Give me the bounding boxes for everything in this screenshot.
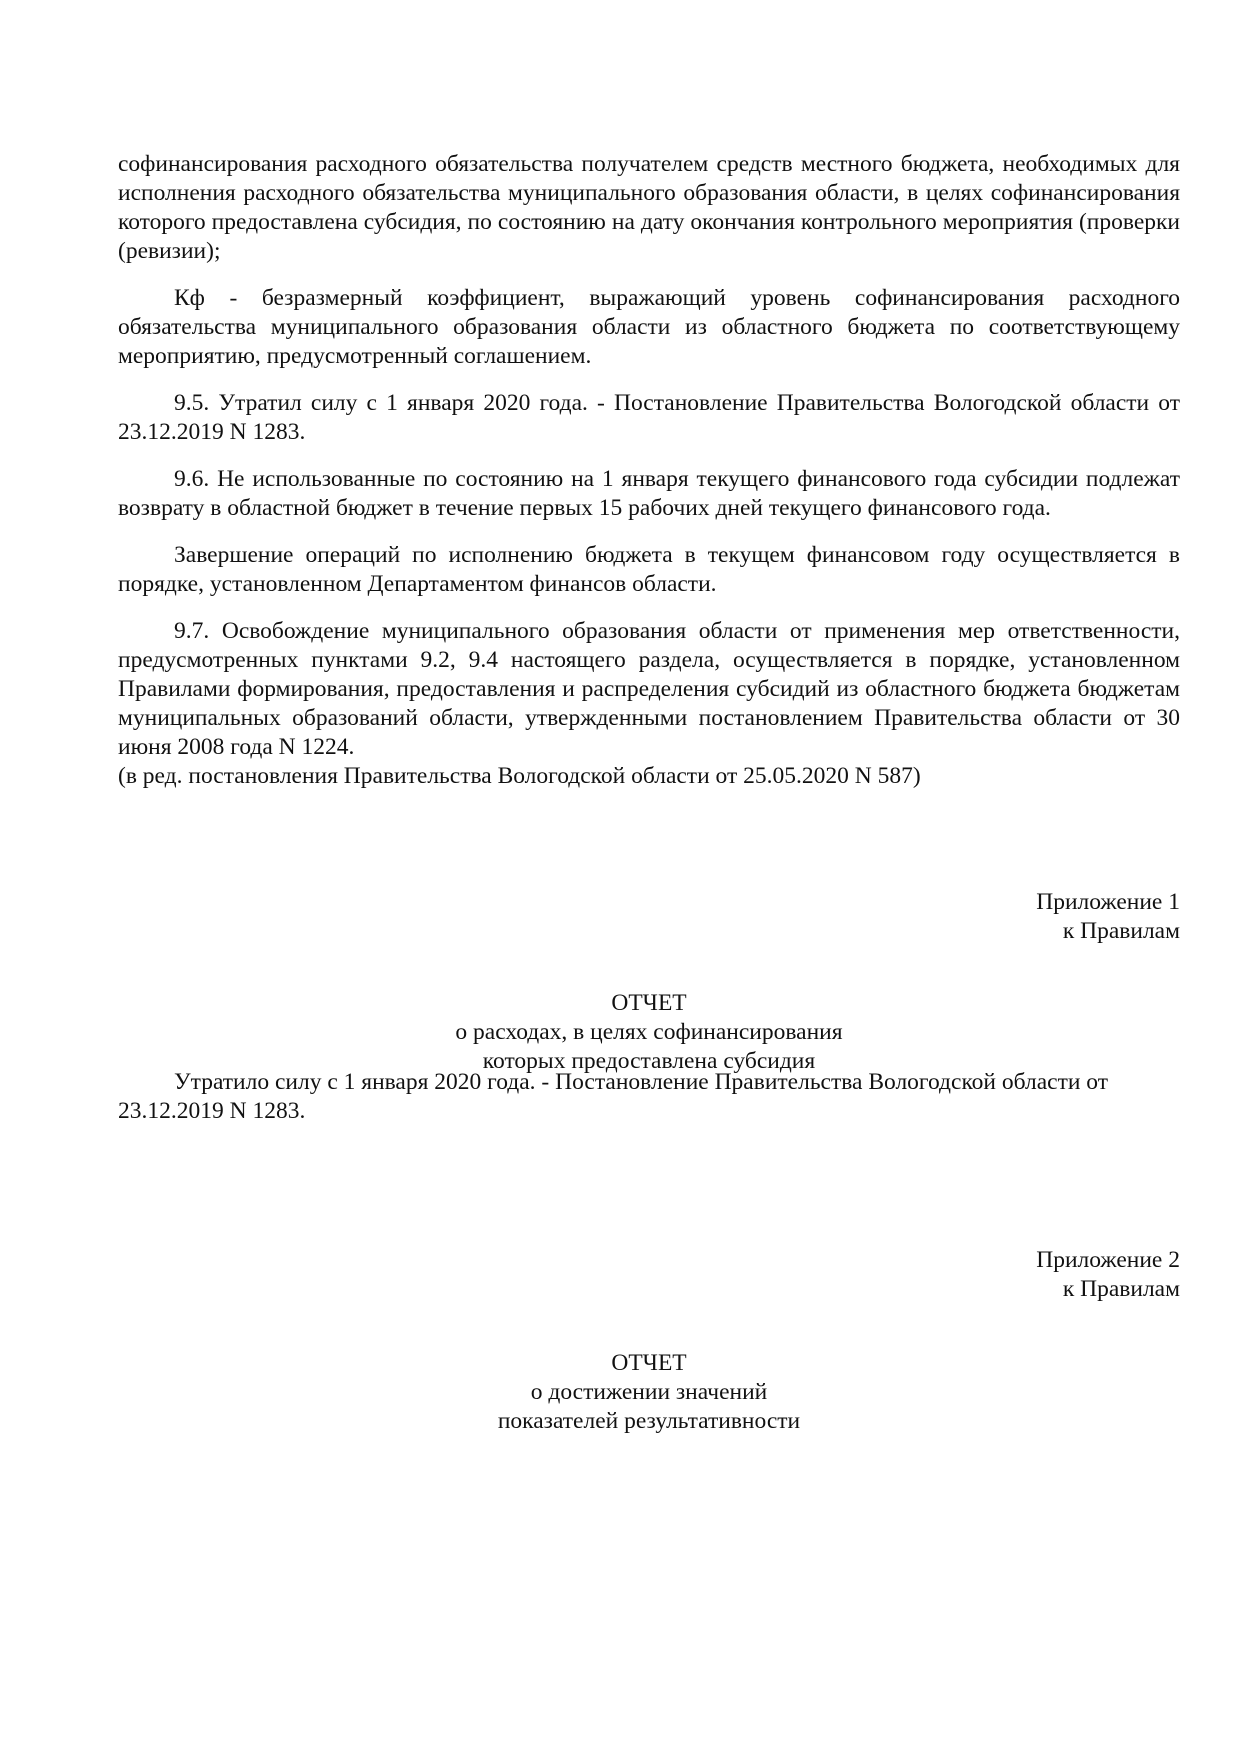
appendix-1-label-line1: Приложение 1 [1036, 889, 1180, 915]
revision-note: (в ред. постановления Правительства Вологодской области от 25.05.2020 N 587) [118, 763, 921, 789]
appendix-2-report-heading [118, 1349, 1180, 1436]
appendix-2-label-line2: к Правилам [1062, 1276, 1180, 1302]
appendix-1-report-subtitle-line1: о расходах, в целях софинансирования [455, 1019, 843, 1045]
appendix-1-report-heading [118, 989, 1180, 1076]
paragraph-item-9-7: 9.7. Освобождение муниципального образования области от применения мер ответственности, предусмотренных пунктами 9.2, 9.4 настоящего раздела, осуществляется в порядке, установленном Правилами формирования, предоставления и распределения субсидий из областного бюджета бюджетам муниципальных образований области, утвержденными постановлением Правительства области от 30 июня 2008 года N 1224. [118, 618, 1180, 760]
appendix-2-label-line1: Приложение 2 [1036, 1247, 1180, 1273]
paragraph-kf-definition: Кф - безразмерный коэффициент, выражающий уровень софинансирования расходного обязательства муниципального образования области из областного бюджета по соответствующему мероприятию, предусмотренный соглашением. [118, 285, 1180, 369]
appendix-2-label [118, 1246, 1180, 1304]
document-body [118, 150, 1180, 791]
appendix-1-body [118, 1068, 1180, 1144]
appendix-2-report-title: ОТЧЕТ [611, 1350, 687, 1376]
paragraph-cofinancing-continuation: софинансирования расходного обязательства получателем средств местного бюджета, необходимых для исполнения расходного обязательства муниципального образования области, в целях софинансирования которого предоставлена субсидия, по состоянию на дату окончания контрольного мероприятия (проверки (ревизии); [118, 151, 1180, 264]
appendix-1-repealed-note: Утратило силу с 1 января 2020 года. - Постановление Правительства Вологодской области от 23.12.2019 N 1283. [118, 1069, 1109, 1124]
appendix-1-label-line2: к Правилам [1062, 918, 1180, 944]
paragraph-item-9-5: 9.5. Утратил силу с 1 января 2020 года. - Постановление Правительства Вологодской области от 23.12.2019 N 1283. [118, 390, 1180, 445]
paragraph-budget-completion: Завершение операций по исполнению бюджета в текущем финансовом году осуществляется в порядке, установленном Департаментом финансов области. [118, 542, 1180, 597]
paragraph-item-9-6: 9.6. Не использованные по состоянию на 1 января текущего финансового года субсидии подлежат возврату в областной бюджет в течение первых 15 рабочих дней текущего финансового года. [118, 466, 1180, 521]
appendix-1-report-title: ОТЧЕТ [611, 990, 687, 1016]
appendix-1-label [118, 888, 1180, 946]
appendix-1-report-subtitle-line2: которых предоставлена субсидия [482, 1048, 816, 1074]
appendix-2-report-subtitle-line2: показателей результативности [497, 1408, 801, 1434]
appendix-2-report-subtitle-line1: о достижении значений [530, 1379, 768, 1405]
